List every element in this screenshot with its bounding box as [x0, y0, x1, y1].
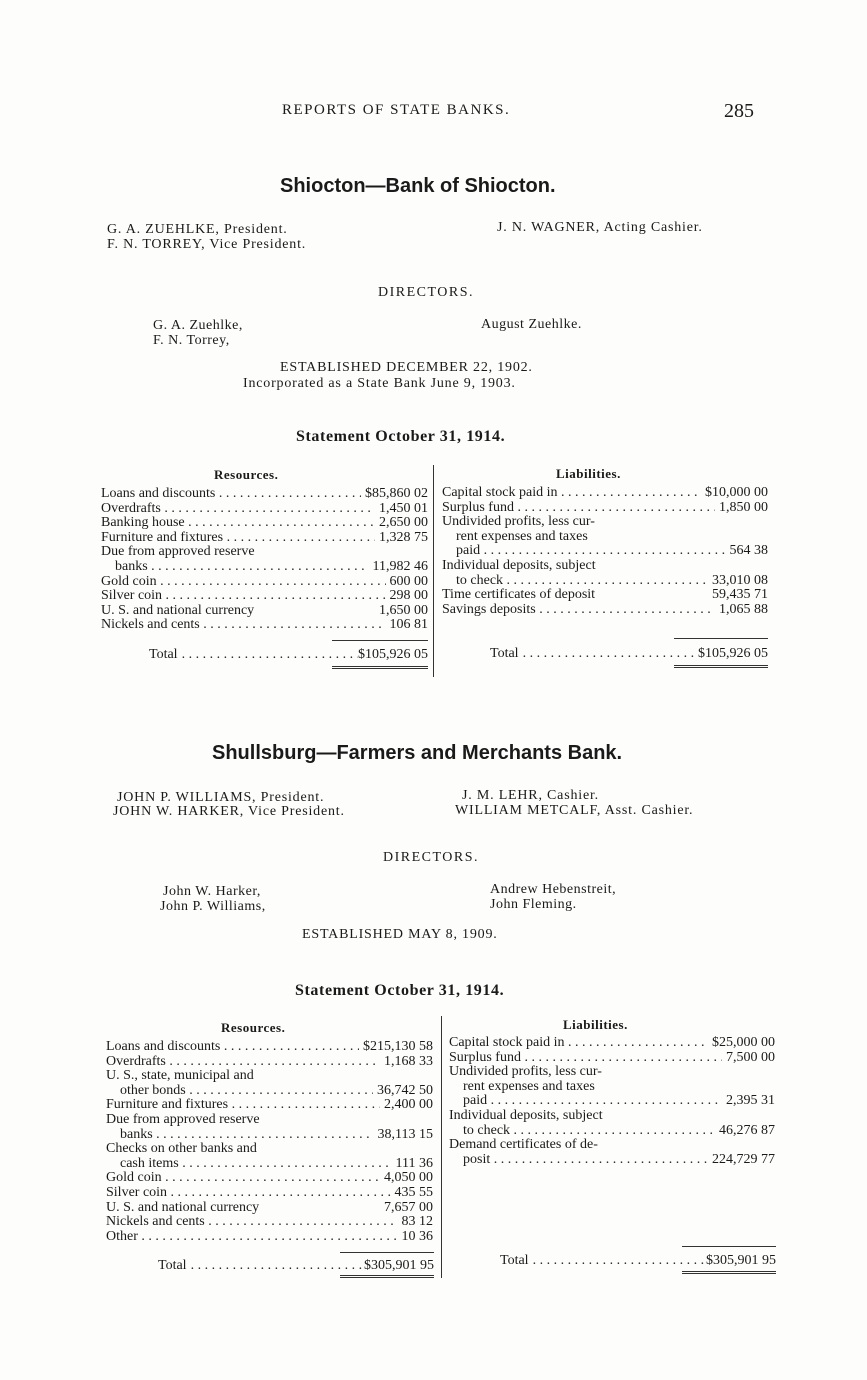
item-amount: 600 00: [389, 573, 428, 589]
total-label: Total: [490, 646, 519, 661]
item-label: [101, 545, 424, 560]
item-label-text: paid: [463, 1094, 488, 1109]
item-label-text: Due from approved reserve: [101, 545, 255, 560]
item-label-text: Capital stock paid in: [449, 1036, 565, 1050]
item-amount: 435 55: [394, 1184, 433, 1200]
liabilities-heading: Liabilities.: [556, 466, 621, 481]
director: G. A. Zuehlke,: [153, 318, 243, 333]
item-amount: 83 12: [401, 1214, 433, 1230]
resource-row: [101, 545, 428, 560]
liability-row: [442, 515, 768, 530]
leader-dots: [178, 647, 358, 663]
item-amount: 111 36: [395, 1155, 433, 1171]
item-amount: [764, 530, 768, 545]
total-label: Total: [500, 1253, 529, 1268]
liability-row: [442, 486, 768, 501]
item-label: [101, 604, 375, 619]
item-amount: 59,435 71: [712, 587, 768, 603]
item-amount: 2,395 31: [726, 1093, 775, 1109]
item-label: [449, 1109, 771, 1124]
liability-row: [442, 530, 768, 545]
resource-row: [106, 1055, 433, 1070]
resource-row: [101, 516, 428, 531]
item-label: [106, 1055, 380, 1070]
double-rule: [340, 1275, 434, 1278]
item-label-text: Undivided profits, less cur-: [442, 515, 595, 530]
resource-row: [101, 604, 428, 619]
statement-title: Statement October 31, 1914.: [295, 982, 505, 999]
item-amount: 4,050 00: [384, 1170, 433, 1186]
resource-row: [106, 1128, 433, 1143]
item-amount: 298 00: [389, 588, 428, 604]
liability-row: [449, 1051, 775, 1066]
item-label-text: Gold coin: [106, 1171, 162, 1186]
item-label-text: Individual deposits, subject: [442, 558, 596, 573]
item-label: [442, 515, 764, 530]
item-label: [442, 559, 764, 574]
item-amount: 564 38: [729, 543, 768, 559]
item-label-text: Other: [106, 1229, 138, 1244]
resource-row: [101, 487, 428, 502]
item-label: [101, 618, 386, 633]
director: August Zuehlke.: [481, 317, 582, 332]
item-amount: [429, 1142, 433, 1157]
item-label-text: rent expenses and taxes: [456, 529, 588, 544]
item-amount: 1,450 01: [379, 500, 428, 516]
item-label-text: U. S. and national currency: [101, 603, 255, 618]
item-amount: [771, 1109, 775, 1124]
item-label-text: Silver coin: [101, 589, 163, 604]
item-amount: $25,000 00: [712, 1035, 775, 1050]
double-rule: [332, 666, 428, 669]
item-label-text: banks: [115, 559, 148, 574]
total-label: Total: [158, 1258, 187, 1273]
item-label-text: Individual deposits, subject: [449, 1108, 603, 1123]
item-label-text: U. S., state, municipal and: [106, 1069, 254, 1084]
resource-row: [101, 575, 428, 590]
resource-row: [106, 1230, 433, 1245]
resource-row: [106, 1201, 433, 1216]
resource-row: [106, 1157, 433, 1172]
resource-row: [106, 1171, 433, 1186]
sum-rule: [332, 640, 428, 641]
item-label-text: Loans and discounts: [106, 1040, 221, 1054]
item-label-text: to check: [456, 573, 504, 588]
item-label-text: paid: [456, 544, 481, 559]
item-amount: 36,742 50: [377, 1082, 433, 1098]
item-amount: [429, 1069, 433, 1084]
liability-row: [442, 501, 768, 516]
liability-row: [449, 1036, 775, 1051]
resources-total-row: [158, 1258, 434, 1274]
established-date: ESTABLISHED DECEMBER 22, 1902.: [280, 360, 533, 375]
liability-row: [449, 1153, 775, 1168]
item-label: [106, 1201, 380, 1216]
item-label-text: Gold coin: [101, 574, 157, 589]
item-label: [442, 574, 708, 589]
resources-heading: Resources.: [214, 467, 279, 482]
liability-row: [449, 1109, 775, 1124]
liability-row: [442, 574, 768, 589]
double-rule: [674, 665, 768, 668]
double-rule: [682, 1271, 776, 1274]
item-amount: 1,168 33: [384, 1053, 433, 1069]
item-amount: 7,500 00: [726, 1049, 775, 1065]
liabilities-total: $305,901 95: [706, 1253, 776, 1268]
item-amount: [764, 559, 768, 574]
resource-row: [106, 1113, 433, 1128]
liability-row: [442, 559, 768, 574]
liabilities-total-row: [500, 1253, 776, 1269]
item-label: [449, 1138, 771, 1153]
item-label: [101, 531, 375, 546]
item-label-text: banks: [120, 1127, 153, 1142]
liability-row: [449, 1094, 775, 1109]
item-amount: 1,328 75: [379, 529, 428, 545]
item-amount: 11,982 46: [372, 558, 428, 574]
officer-president: G. A. ZUEHLKE, President.: [107, 222, 288, 237]
item-label-text: Demand certificates of de-: [449, 1138, 598, 1153]
running-head: REPORTS OF STATE BANKS.: [282, 102, 511, 118]
item-label-text: Surplus fund: [449, 1050, 521, 1065]
item-label: [106, 1098, 380, 1113]
resources-total: $305,901 95: [364, 1258, 434, 1273]
item-label-text: rent expenses and taxes: [463, 1079, 595, 1094]
item-label-text: cash items: [120, 1156, 179, 1171]
item-label-text: Checks on other banks and: [106, 1142, 257, 1157]
item-label: [101, 516, 375, 531]
sum-rule: [682, 1246, 776, 1247]
director: John W. Harker,: [163, 884, 261, 899]
item-amount: $215,130 58: [363, 1039, 433, 1054]
column-divider: [433, 465, 434, 677]
item-label-text: Capital stock paid in: [442, 486, 558, 500]
resources-list: [106, 1040, 433, 1244]
item-label-text: Overdrafts: [101, 501, 161, 516]
item-label: [449, 1124, 715, 1139]
item-amount: 46,276 87: [719, 1122, 775, 1138]
resource-row: [101, 589, 428, 604]
liabilities-heading: Liabilities.: [563, 1017, 628, 1032]
item-label: [449, 1153, 708, 1168]
item-label: [106, 1084, 373, 1099]
directors-heading: DIRECTORS.: [378, 285, 475, 300]
item-label-text: Overdrafts: [106, 1054, 166, 1069]
resource-row: [106, 1215, 433, 1230]
item-amount: 38,113 15: [377, 1126, 433, 1142]
item-label: [449, 1051, 722, 1066]
liability-row: [442, 544, 768, 559]
item-amount: 106 81: [389, 617, 428, 633]
page-number: 285: [724, 100, 754, 122]
incorporation-date: Incorporated as a State Bank June 9, 1903.: [243, 376, 516, 391]
item-label-text: Undivided profits, less cur-: [449, 1065, 602, 1080]
item-amount: [771, 1138, 775, 1153]
item-amount: 1,065 88: [719, 601, 768, 617]
item-label-text: Time certificates of deposit: [442, 588, 596, 603]
item-label-text: Nickels and cents: [106, 1215, 205, 1230]
item-label-text: Banking house: [101, 516, 185, 531]
resource-row: [101, 502, 428, 517]
officer-vice-president: F. N. TORREY, Vice President.: [107, 237, 307, 252]
item-amount: 10 36: [401, 1228, 433, 1244]
leader-dots: [519, 646, 698, 662]
leader-dots: [529, 1253, 706, 1269]
officer-vice-president: JOHN W. HARKER, Vice President.: [113, 804, 345, 819]
item-label: [106, 1128, 374, 1143]
sum-rule: [674, 638, 768, 639]
resource-row: [101, 618, 428, 633]
item-label: [449, 1065, 771, 1080]
resource-row: [101, 531, 428, 546]
item-amount: 1,650 00: [379, 602, 428, 618]
item-amount: 7,657 00: [384, 1199, 433, 1215]
officer-asst-cashier: WILLIAM METCALF, Asst. Cashier.: [455, 803, 694, 818]
liabilities-total: $105,926 05: [698, 646, 768, 661]
item-label-text: to check: [463, 1123, 511, 1138]
item-label: [101, 502, 375, 517]
item-label-text: Furniture and fixtures: [106, 1098, 229, 1113]
item-amount: [429, 1113, 433, 1128]
item-amount: 1,850 00: [719, 499, 768, 515]
director: F. N. Torrey,: [153, 333, 230, 348]
item-label: [442, 501, 715, 516]
item-label: [106, 1157, 392, 1172]
item-label-text: Surplus fund: [442, 500, 514, 515]
item-label: [442, 588, 708, 603]
item-amount: 2,400 00: [384, 1097, 433, 1113]
officer-president: JOHN P. WILLIAMS, President.: [117, 790, 325, 805]
liabilities-list: [442, 486, 768, 617]
bank-title: Shullsburg—Farmers and Merchants Bank.: [212, 742, 623, 764]
item-label-text: Silver coin: [106, 1185, 168, 1200]
item-label: [106, 1040, 359, 1055]
resource-row: [106, 1098, 433, 1113]
item-amount: $85,860 02: [365, 486, 428, 501]
liabilities-total-row: [490, 646, 768, 662]
item-label-text: Furniture and fixtures: [101, 530, 224, 545]
directors-heading: DIRECTORS.: [383, 850, 480, 865]
liability-row: [449, 1065, 775, 1080]
item-label: [106, 1186, 391, 1201]
liability-row: [442, 588, 768, 603]
resource-row: [106, 1069, 433, 1084]
item-label-text: other bonds: [120, 1083, 186, 1098]
item-amount: 2,650 00: [379, 515, 428, 531]
item-label-text: Loans and discounts: [101, 487, 216, 501]
item-amount: [764, 515, 768, 530]
item-label: [106, 1215, 398, 1230]
bank-title: Shiocton—Bank of Shiocton.: [280, 175, 556, 197]
item-label: [442, 544, 726, 559]
liabilities-list: [449, 1036, 775, 1167]
item-label-text: posit: [463, 1152, 491, 1167]
item-amount: [424, 545, 428, 560]
resource-row: [106, 1186, 433, 1201]
item-label: [106, 1171, 380, 1186]
item-label: [101, 487, 361, 502]
leader-dots: [187, 1258, 364, 1274]
item-amount: 224,729 77: [712, 1151, 775, 1167]
item-label: [101, 589, 386, 604]
item-label: [106, 1069, 429, 1084]
item-label: [106, 1142, 429, 1157]
liability-row: [442, 603, 768, 618]
item-label: [442, 486, 701, 501]
resources-list: [101, 487, 428, 633]
item-label: [106, 1113, 429, 1128]
item-label: [442, 530, 764, 545]
item-label-text: U. S. and national currency: [106, 1200, 260, 1215]
item-label: [449, 1094, 722, 1109]
resource-row: [106, 1040, 433, 1055]
resource-row: [106, 1084, 433, 1099]
item-label-text: Nickels and cents: [101, 618, 200, 633]
resource-row: [101, 560, 428, 575]
director: John P. Williams,: [160, 899, 266, 914]
director: Andrew Hebenstreit,: [490, 882, 617, 897]
liability-row: [449, 1138, 775, 1153]
sum-rule: [340, 1252, 434, 1253]
resource-row: [106, 1142, 433, 1157]
item-amount: [771, 1080, 775, 1095]
officer-cashier: J. M. LEHR, Cashier.: [462, 788, 599, 803]
officer-cashier: J. N. WAGNER, Acting Cashier.: [497, 220, 703, 235]
item-label-text: Savings deposits: [442, 602, 536, 617]
item-label: [101, 575, 386, 590]
item-label: [442, 603, 715, 618]
item-label: [449, 1036, 708, 1051]
liability-row: [449, 1124, 775, 1139]
item-label: [106, 1230, 398, 1245]
item-amount: 33,010 08: [712, 572, 768, 588]
item-label: [101, 560, 369, 575]
total-label: Total: [149, 647, 178, 662]
resources-total: $105,926 05: [358, 647, 428, 662]
director: John Fleming.: [490, 897, 577, 912]
liability-row: [449, 1080, 775, 1095]
item-amount: [771, 1065, 775, 1080]
item-label: [449, 1080, 771, 1095]
item-amount: $10,000 00: [705, 485, 768, 500]
resources-heading: Resources.: [221, 1020, 286, 1035]
statement-title: Statement October 31, 1914.: [296, 428, 506, 445]
established-date: ESTABLISHED MAY 8, 1909.: [302, 927, 498, 942]
column-divider: [441, 1016, 442, 1278]
resources-total-row: [149, 647, 428, 663]
item-label-text: Due from approved reserve: [106, 1112, 260, 1127]
